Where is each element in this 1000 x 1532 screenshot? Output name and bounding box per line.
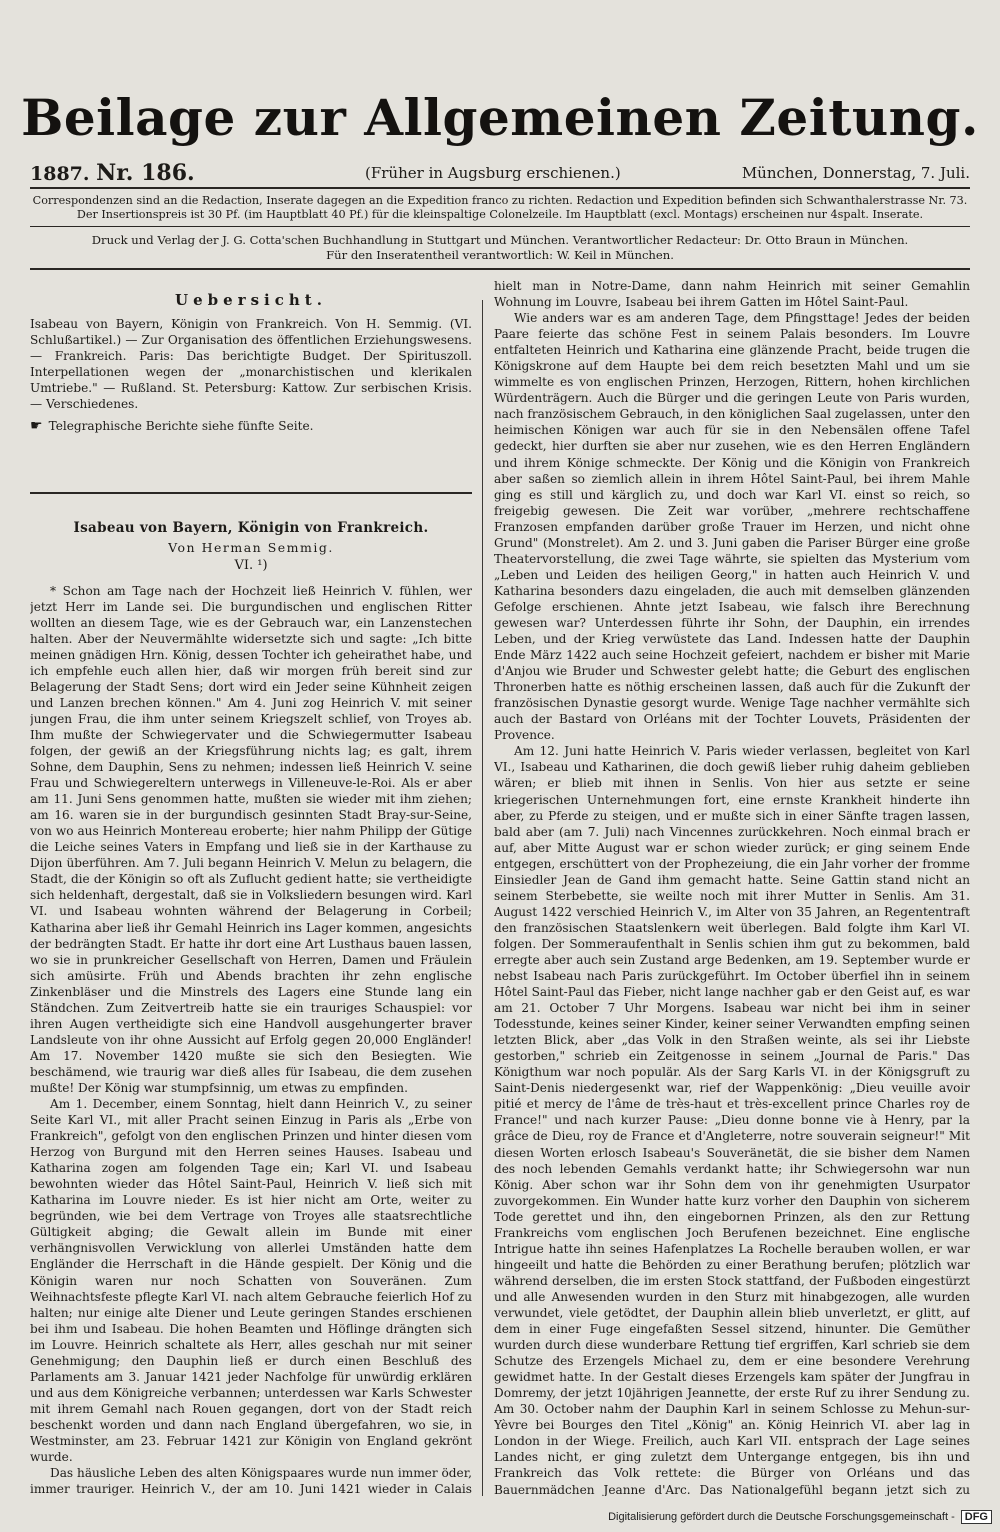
masthead-title: Beilage zur Allgemeinen Zeitung. xyxy=(21,88,979,147)
issue-nr: Nr. 186. xyxy=(96,160,195,186)
column-divider xyxy=(482,300,483,1496)
notice-line-1: Correspondenzen sind an die Redaction, Inserate dagegen an die Expedition franco zu richten. Redaction und Expedition befinden sich Schwanthalerstrasse Nr. 73. xyxy=(32,194,968,207)
article-paragraph: Am 12. Juni hatte Heinrich V. Paris wieder verlassen, begleitet von Karl VI., Isabeau und Katharinen, die doch gewiß lieber ruhig daheim geblieben wären; er blieb mit ihnen in Senlis. Von hier aus setzte er seine kriegerischen Unternehmungen fort, eine ernste Krankheit hinderte ihn aber, zu Pferde zu steigen, und er mußte sich in einer Sänfte tragen lassen, bald aber (am 7. Juli) nach Vincennes zurückkehren. Noch einmal brach er auf, aber Mitte August war er schon wieder zurück; er ging seinem Ende entgegen, erschüttert von der Prophezeiung, die ein Jahr vorher der fromme Einsiedler Jean de Gand ihm gemacht hatte. Seine Gattin stand nicht an seinem Sterbebette, sie weilte noch mit ihrer Mutter in Senlis. Am 31. August 1422 verschied Heinrich V., im Alter von 35 Jahren, an Regententraft den französischen Staatslenkern weit überlegen. Bald folgte ihm Karl VI. folgen. Der Sommeraufenthalt in Senlis schien ihm gut zu bekommen, bald erregte aber auch sein Zustand arge Bedenken, am 19. September wurde er nebst Isabeau nach Paris zurückgeführt. Im October überfiel ihn in seinem Hôtel Saint-Paul das Fieber, nicht lange nachher gab er den Geist auf, es war am 21. October 7 Uhr Morgens. Isabeau war nicht bei ihm in seiner Todesstunde, keines seiner Kinder, keiner seiner Verwandten empfing seinen letzten Blick, aber „das Volk in den Straßen weinte, als sei ihr Liebste gestorben," schrieb ein Zeitgenosse in seinem „Journal de Paris." Das Königthum war noch populär. Als der Sarg Karls VI. in der Königsgruft zu Saint-Denis niedergesenkt war, rief der Wappenkönig: „Dieu veuille avoir pitié et mercy de l'âme de très-haut et très-excellent prince Charles roy de France!" und nach kurzer Pause: „Dieu donne bonne vie à Henry, par la grâce de Dieu, roy de France et d'Angleterre, notre souverain seigneur!" Mit diesen Worten erlosch Isabeau's Souveränetät, die sie bisher dem Namen des noch lebenden Gemahls verdankt hatte; ihr Schwiegersohn war nun König. Aber schon war ihr Sohn dem von ihr genehmigten Usurpator zuvorgekommen. Ein Wunder hatte kurz vorher den Dauphin von sicherem Tode gerettet und ihn, den eingebornen Prinzen, als den zur Rettung Frankreichs vom englischen Joch Berufenen bezeichnet. Eine englische Intrigue hatte ihn seines Hafenplatzes La Rochelle berauben wollen, er war hingeeilt und hatte die Behörden zu einer Berathung berufen; plötzlich war während derselben, die im ersten Stock stattfand, der Fußboden eingestürzt und alle Anwesenden wurden in den Sturz mit hinabgezogen, alle wurden verwundet, viele getödtet, der Dauphin allein blieb unverletzt, er glitt, auf dem in einer Fuge eingefaßten Sessel sitzend, hinunter. Die Gemüther wurden durch diese wunderbare Rettung tief ergriffen, Karl schrieb sie dem Schutze des Erzengels Michael zu, dem er eine besondere Verehrung gewidmet hatte. In der Gestalt dieses Erzengels kam später der Jungfrau in Domremy, der jetzt 10jährigen Jeannette, der erste Ruf zu ihrer Sendung zu. Am 30. October nahm der Dauphin Karl in seinem Schlosse zu Mehun-sur-Yèvre bei Bourges den Titel „König" an. König Heinrich VI. aber lag in London in der Wiege. Freilich, auch Karl VII. entsprach der Lage seines Landes nicht, er ging zuletzt dem Untergange entgegen, bis ihn und Frankreich das Volk rettete: die Bürger von Orléans und das Bauernmädchen Jeanne d'Arc. Das Nationalgefühl begann jetzt sich zu xyxy=(494,744,970,1496)
article-author: Von Herman Semmig. xyxy=(168,540,334,556)
article-paragraph: hielt man in Notre-Dame, dann nahm Heinrich mit seiner Gemahlin Wohnung im Louvre, Isabeau bei ihrem Gatten im Hôtel Saint-Paul. xyxy=(494,279,970,310)
digitization-footer xyxy=(608,1510,992,1524)
issue-earlier-note: (Früher in Augsburg erschienen.) xyxy=(365,164,621,182)
left-column xyxy=(30,278,472,1496)
notice-line-2: Der Insertionspreis ist 30 Pf. (im Hauptblatt 40 Pf.) für die kleinspaltige Colonelzeile. Im Hauptblatt (excl. Montags) erscheinen nur 4spalt. Inserate. xyxy=(76,208,924,221)
section-separator xyxy=(30,492,472,494)
telegraph-text: Telegraphische Berichte siehe fünfte Seite. xyxy=(48,419,314,434)
article-part: VI. ¹) xyxy=(234,558,268,574)
overview-text: Isabeau von Bayern, Königin von Frankreich. Von H. Semmig. (VI. Schlußartikel.) — Zur Organisation des öffentlichen Erziehungswesens. — Frankreich. Paris: Das berichtigte Budget. Der Spirituszoll. Interpellationen wegen der „monarchistischen und klerikalen Umtriebe." — Rußland. St. Petersburg: Kattow. Zur serbischen Krisis. — Verschiedenes. xyxy=(30,317,472,412)
right-column xyxy=(494,278,970,1496)
article-paragraph: Am 1. December, einem Sonntag, hielt dann Heinrich V., zu seiner Seite Karl VI., mit aller Pracht seinen Einzug in Paris als „Erbe von Frankreich", gefolgt von den englischen Prinzen und hinter diesen vom Herzog von Burgund mit den Herren seines Hauses. Isabeau und Katharina zogen am folgenden Tage ein; Karl VI. und Isabeau bewohnten wieder das Hôtel Saint-Paul, Heinrich V. ließ sich mit Katharina im Louvre nieder. Es ist hier nicht am Orte, weiter zu begründen, wie bei dem Vertrage von Troyes alle staatsrechtliche Gültigkeit abging; die Gewalt allein im Bunde mit einer verhängnisvollen Verwicklung von allerlei Umständen hatte dem Engländer die Herrschaft in die Hände gespielt. Der König und die Königin waren nur noch Schatten von Souveränen. Zum Weihnachtsfeste pflegte Karl VI. nach altem Gebrauche feierlich Hof zu halten; nur einige alte Diener und Leute geringen Standes erschienen bei ihm und Isabeau. Die hohen Beamten und Höflinge drängten sich im Louvre. Heinrich schaltete als Herr, alles geschah nur mit seiner Genehmigung; den Dauphin ließ er durch einen Beschluß des Parlaments am 3. Januar 1421 jeder Nachfolge für unwürdig erklären und aus dem Königreiche verbannen; unterdessen war Karls Schwester mit ihrem Gemahl nach Rouen gegangen, dort von der Stadt reich beschenkt worden und dann nach England übergefahren, wo sie, in Westminster, am 23. Februar 1421 zur Königin von England gekrönt wurde. xyxy=(30,1097,472,1465)
issue-year: 1887. xyxy=(30,163,90,185)
issue-number xyxy=(30,160,195,186)
dfg-logo: DFG xyxy=(961,1510,992,1524)
article-paragraph: Wie anders war es am anderen Tage, dem Pfingsttage! Jedes der beiden Paare feierte das schöne Fest in seinem Palais besonders. Im Louvre entfalteten Heinrich und Katharina eine glänzende Pracht, beide trugen die Königskrone auf dem Haupte bei dem reich besetzten Mahl und um sie wimmelte es von englischen Prinzen, Herzogen, Rittern, hohen kirchlichen Würdenträgern. Auch die Bürger und die geringen Leute von Paris wurden, nach französischem Gebrauch, in den königlichen Saal zugelassen, unter den heimischen Königen war auch für sie in den Nebensälen offene Tafel gedeckt, hier durften sie aber nur zusehen, wie es den Herren Engländern und ihrem Könige schmeckte. Der König und die Königin von Frankreich aber saßen so ziemlich allein in ihrem Hôtel Saint-Paul, bei ihrem Mahle ging es still und kärglich zu, und doch war Karl VI. einst so reich, so freigebig gewesen. Die Zeit war vorüber, „mehrere rechtschaffene Franzosen empfanden darüber große Trauer im Herzen, und nicht ohne Grund" (Monstrelet). Am 2. und 3. Juni gaben die Pariser Bürger eine große Theatervorstellung, die zwei Tage währte, sie spielten das Mysterium vom „Leben und Leiden des heiligen Georg," in hatten auch Heinrich V. und Katharina besonders dazu eingeladen, die auch mit demselben glänzenden Gefolge erschienen. Ahnte jetzt Isabeau, wie falsch ihre Berechnung gewesen war? Unterdessen führte ihr Sohn, der Dauphin, ein irrendes Leben, und der Krieg verwüstete das Land. Indessen hatte der Dauphin Ende März 1422 auch seine Hochzeit gefeiert, nachdem er bisher mit Marie d'Anjou wie Bruder und Schwester gelebt hatte; die Geburt des englischen Thronerben hatte es nöthig erscheinen lassen, daß auch für die Zukunft der französischen Dynastie gesorgt wurde. Wenige Tage nachher vermählte sich auch der Bastard von Orléans mit der Tochter Louvets, Präsidenten der Provence. xyxy=(494,311,970,743)
imprint-line-2: Für den Inseratentheil verantwortlich: W. Keil in München. xyxy=(326,248,674,262)
overview-heading: Uebersicht. xyxy=(175,291,327,309)
article-paragraph: * Schon am Tage nach der Hochzeit ließ Heinrich V. fühlen, wer jetzt Herr im Lande sei. Die burgundischen und englischen Ritter wollten an diesem Tage, wie es der Gebrauch war, ein Lanzenstechen halten. Aber der Neuvermählte widersetzte sich und sagte: „Ich bitte meinen gnädigen Hrn. König, dessen Tochter ich geheirathet habe, und ich empfehle euch allen hier, daß wir morgen früh bereit sind zur Belagerung der Stadt Sens; dort wird ein Jeder seine Kühnheit zeigen und Lanzen brechen können." Am 4. Juni zog Heinrich V. mit seiner jungen Frau, die ihm unter seinem Kriegszelt schlief, von Troyes ab. Ihm mußte der Schwiegervater und die Schwiegermutter Isabeau folgen, der gewiß an der Kriegsführung nichts lag; es galt, ihrem Sohne, dem Dauphin, Sens zu nehmen; indessen ließ Heinrich V. seine Frau und Schwiegereltern unterwegs in Villeneuve-le-Roi. Als er aber am 11. Juni Sens genommen hatte, mußten sie wieder mit ihm ziehen; am 16. waren sie in der burgundisch gesinnten Stadt Bray-sur-Seine, von wo aus Heinrich Montereau eroberte; hier nahm Philipp der Gütige die Leiche seines Vaters in Empfang und ließ sie in der Karthause zu Dijon überführen. Am 7. Juli begann Heinrich V. Melun zu belagern, die Stadt, die der Königin so oft als Zuflucht gedient hatte; sie vertheidigte sich heldenhaft, dergestalt, daß sie in Volksliedern besungen wird. Karl VI. und Isabeau wohnten während der Belagerung in Corbeil; Katharina aber ließ ihr Gemahl Heinrich ins Lager kommen, angesichts der bedrängten Stadt. Er hatte ihr dort eine Art Lusthaus bauen lassen, wo sie in prunkreicher Gesellschaft von Herren, Damen und Fräulein sich amüsirte. Früh und Abends brachten ihr zehn englische Zinkenbläser und die Minstrels des Lagers eine Stunde lang ein Ständchen. Zum Zeitvertreib hatte sie ein trauriges Schauspiel: vor ihren Augen vertheidigte sich eine Handvoll ausgehungerter braver Landsleute von ihr ohne Aussicht auf Erfolg gegen 20,000 Engländer! Am 17. November 1420 mußte sie sich den Besiegten. Wie beschämend, wie traurig war dieß alles für Isabeau, die dem zusehen mußte! Der König war stumpfsinnig, um etwas zu empfinden. xyxy=(30,583,472,1095)
issue-date: München, Donnerstag, 7. Juli. xyxy=(741,164,970,182)
pointing-hand-icon: ☛ xyxy=(30,418,43,435)
header-rule-top xyxy=(30,187,970,189)
article-paragraph: Das häusliche Leben des alten Königspaares wurde nun immer öder, immer trauriger. Heinrich V., der am 10. Juni 1421 wieder in Calais xyxy=(30,1466,472,1496)
footer-text: Digitalisierung gefördert durch die Deutsche Forschungsgemeinschaft - xyxy=(608,1511,955,1523)
header-rule-mid xyxy=(30,226,970,227)
header-rule-bottom xyxy=(30,268,970,270)
article-title: Isabeau von Bayern, Königin von Frankreich. xyxy=(73,520,429,537)
telegraph-note xyxy=(30,418,472,434)
imprint-line-1: Druck und Verlag der J. G. Cotta'schen Buchhandlung in Stuttgart und München. Verantwortlicher Redacteur: Dr. Otto Braun in München. xyxy=(91,233,909,247)
